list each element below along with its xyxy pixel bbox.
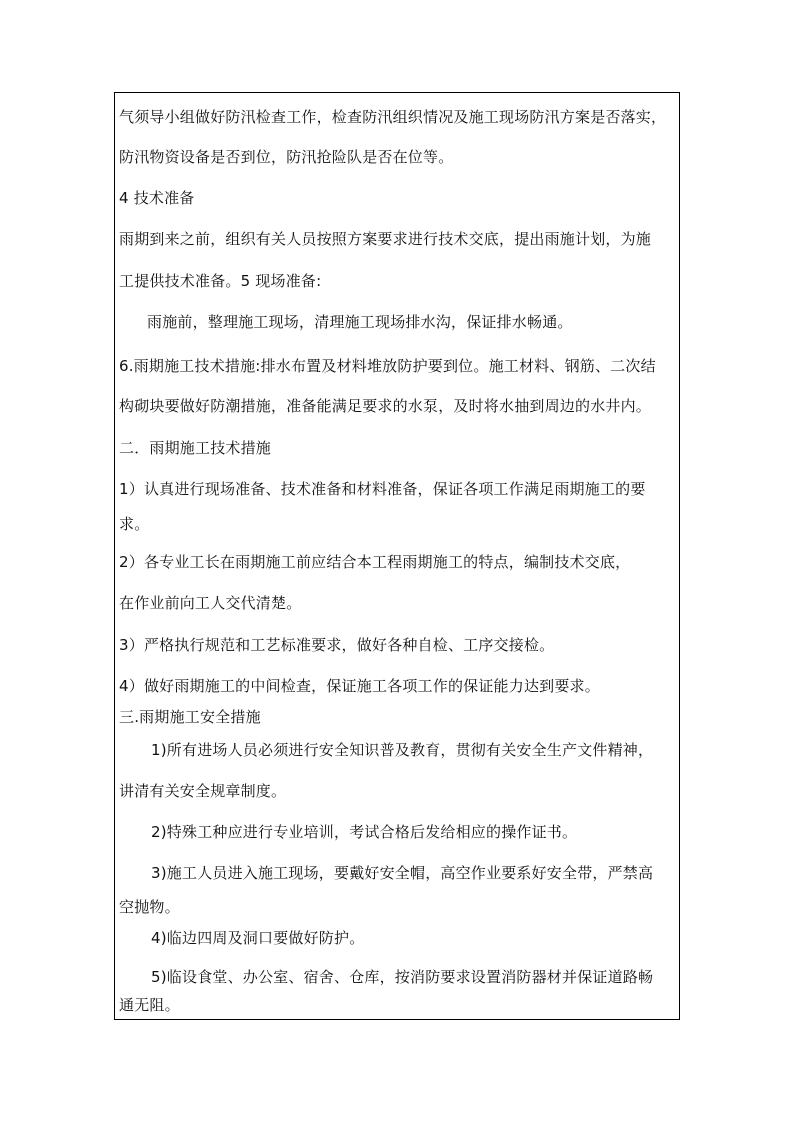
list-item-3: 3）严格执行规范和工艺标准要求，做好各种自检、工序交接检。 xyxy=(119,636,555,654)
text-line-4: 雨期到来之前，组织有关人员按照方案要求进行技术交底，提出雨施计划，为施 xyxy=(119,230,652,248)
safety-item-1-cont: 讲清有关安全规章制度。 xyxy=(119,782,287,800)
list-item-1: 1）认真进行现场准备、技术准备和材料准备，保证各项工作满足雨期施工的要 xyxy=(119,480,646,498)
section-heading-rain-tech: 二．雨期施工技术措施 xyxy=(119,439,272,457)
safety-item-5-cont: 通无阻。 xyxy=(119,996,180,1014)
safety-item-4: 4)临边四周及洞口要做好防护。 xyxy=(151,929,365,947)
safety-item-3-cont: 空抛物。 xyxy=(119,898,180,916)
safety-item-1: 1)所有进场人员必须进行安全知识普及教育，贯彻有关安全生产文件精神， xyxy=(151,741,654,759)
section-heading-safety: 三.雨期施工安全措施 xyxy=(119,708,261,726)
list-item-2: 2）各专业工长在雨期施工前应结合本工程雨期施工的特点，编制技术交底， xyxy=(119,553,631,571)
list-item-1-cont: 求。 xyxy=(119,515,150,533)
text-line-1: 气须导小组做好防汛检查工作，检查防汛组织情况及施工现场防汛方案是否落实， xyxy=(119,108,667,126)
safety-item-3: 3)施工人员进入施工现场，要戴好安全帽，高空作业要系好安全带，严禁高 xyxy=(151,864,654,882)
text-line-2: 防汛物资设备是否到位，防汛抢险队是否在位等。 xyxy=(119,148,454,166)
text-line-7: 6.雨期施工技术措施:排水布置及材料堆放防护要到位。施工材料、钢筋、二次结 xyxy=(119,357,656,375)
text-line-5: 工提供技术准备。5 现场准备: xyxy=(119,272,322,290)
text-line-8: 构砌块要做好防潮措施，准备能满足要求的水泵，及时将水抽到周边的水井内。 xyxy=(119,397,652,415)
section-heading-tech-prep: 4 技术准备 xyxy=(119,189,195,207)
safety-item-2: 2)特殊工种应进行专业培训，考试合格后发给相应的操作证书。 xyxy=(151,823,578,841)
document-frame xyxy=(114,92,680,1020)
safety-item-5: 5)临设食堂、办公室、宿舍、仓库，按消防要求设置消防器材并保证道路畅 xyxy=(151,968,654,986)
list-item-4: 4）做好雨期施工的中间检查，保证施工各项工作的保证能力达到要求。 xyxy=(119,677,600,695)
list-item-2-cont: 在作业前向工人交代清楚。 xyxy=(119,594,302,612)
text-line-6: 雨施前，整理施工现场，清理施工现场排水沟，保证排水畅通。 xyxy=(147,313,573,331)
